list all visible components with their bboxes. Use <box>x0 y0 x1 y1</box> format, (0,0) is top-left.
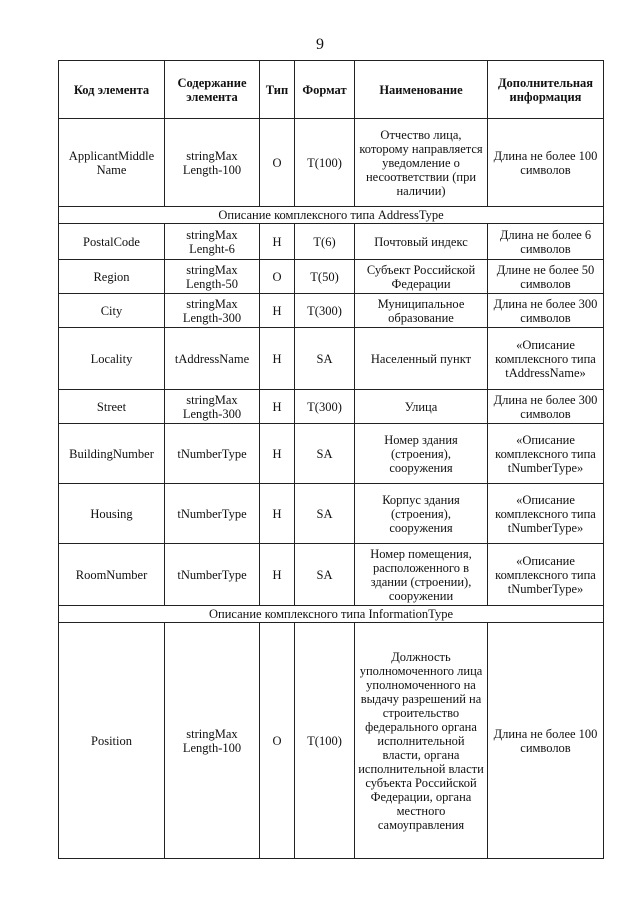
cell-code: Street <box>59 390 165 424</box>
cell-name: Номер здания (строения), сооружения <box>355 424 488 484</box>
table-row <box>59 294 604 328</box>
cell-format: SA <box>295 424 355 484</box>
cell-name: Населенный пункт <box>355 328 488 390</box>
cell-additional-info: «Описание комплексного типа tNumberType» <box>488 484 604 544</box>
section-title: Описание комплексного типа AddressType <box>59 207 604 224</box>
cell-type: О <box>260 119 295 207</box>
cell-name: Субъект Российской Федерации <box>355 260 488 294</box>
cell-type: О <box>260 623 295 859</box>
cell-code: Locality <box>59 328 165 390</box>
cell-format: SA <box>295 484 355 544</box>
section-row <box>59 606 604 623</box>
table-row <box>59 328 604 390</box>
header-format: Формат <box>295 61 355 119</box>
cell-content: stringMax Length-100 <box>165 623 260 859</box>
cell-name: Почтовый индекс <box>355 224 488 260</box>
header-element-content: Содержание элемента <box>165 61 260 119</box>
cell-format: T(6) <box>295 224 355 260</box>
header-type: Тип <box>260 61 295 119</box>
cell-code: RoomNumber <box>59 544 165 606</box>
section-row <box>59 207 604 224</box>
cell-type: Н <box>260 224 295 260</box>
table-row <box>59 260 604 294</box>
table-row <box>59 224 604 260</box>
header-name: Наименование <box>355 61 488 119</box>
element-spec-table <box>58 60 604 859</box>
cell-additional-info: «Описание комплексного типа tNumberType» <box>488 544 604 606</box>
cell-content: tAddressName <box>165 328 260 390</box>
cell-additional-info: Длина не более 6 символов <box>488 224 604 260</box>
cell-content: tNumberType <box>165 544 260 606</box>
cell-type: Н <box>260 390 295 424</box>
cell-code: Region <box>59 260 165 294</box>
table-row <box>59 119 604 207</box>
table-row <box>59 484 604 544</box>
table-row <box>59 623 604 859</box>
cell-format: T(300) <box>295 294 355 328</box>
cell-format: T(300) <box>295 390 355 424</box>
cell-type: Н <box>260 328 295 390</box>
cell-additional-info: Длине не более 50 символов <box>488 260 604 294</box>
cell-format: SA <box>295 544 355 606</box>
header-element-code: Код элемента <box>59 61 165 119</box>
cell-type: Н <box>260 294 295 328</box>
cell-content: stringMax Length-300 <box>165 390 260 424</box>
cell-format: T(100) <box>295 623 355 859</box>
page-number: 9 <box>316 36 324 53</box>
cell-type: Н <box>260 544 295 606</box>
cell-content: tNumberType <box>165 424 260 484</box>
cell-name: Корпус здания (строения), сооружения <box>355 484 488 544</box>
cell-code: City <box>59 294 165 328</box>
cell-content: stringMax Lenght-6 <box>165 224 260 260</box>
cell-additional-info: «Описание комплексного типа tAddressName» <box>488 328 604 390</box>
cell-name: Должность уполномоченного лица уполномоченного на выдачу разрешений на строительство федерального органа исполнительной власти, органа исполнительной власти субъекта Российской Федерации, органа местного самоуправления <box>355 623 488 859</box>
table-header-row <box>59 61 604 119</box>
cell-additional-info: Длина не более 100 символов <box>488 119 604 207</box>
cell-code: Position <box>59 623 165 859</box>
cell-name: Отчество лица, которому направляется уведомление о несоответствии (при наличии) <box>355 119 488 207</box>
cell-name: Муниципальное образование <box>355 294 488 328</box>
cell-additional-info: Длина не более 100 символов <box>488 623 604 859</box>
cell-content: stringMax Length-100 <box>165 119 260 207</box>
cell-code: BuildingNumber <box>59 424 165 484</box>
table-row <box>59 424 604 484</box>
cell-content: stringMax Length-300 <box>165 294 260 328</box>
section-title: Описание комплексного типа InformationType <box>59 606 604 623</box>
cell-additional-info: Длина не более 300 символов <box>488 294 604 328</box>
cell-type: Н <box>260 424 295 484</box>
cell-type: О <box>260 260 295 294</box>
cell-additional-info: «Описание комплексного типа tNumberType» <box>488 424 604 484</box>
cell-content: tNumberType <box>165 484 260 544</box>
cell-code: PostalCode <box>59 224 165 260</box>
table-row <box>59 390 604 424</box>
cell-name: Улица <box>355 390 488 424</box>
table-row <box>59 544 604 606</box>
cell-format: T(50) <box>295 260 355 294</box>
cell-content: stringMax Length-50 <box>165 260 260 294</box>
cell-format: SA <box>295 328 355 390</box>
header-additional-info: Дополнительная информация <box>488 61 604 119</box>
cell-name: Номер помещения, расположенного в здании (строении), сооружении <box>355 544 488 606</box>
cell-additional-info: Длина не более 300 символов <box>488 390 604 424</box>
cell-code: Housing <box>59 484 165 544</box>
cell-format: T(100) <box>295 119 355 207</box>
cell-code: ApplicantMiddle Name <box>59 119 165 207</box>
cell-type: Н <box>260 484 295 544</box>
